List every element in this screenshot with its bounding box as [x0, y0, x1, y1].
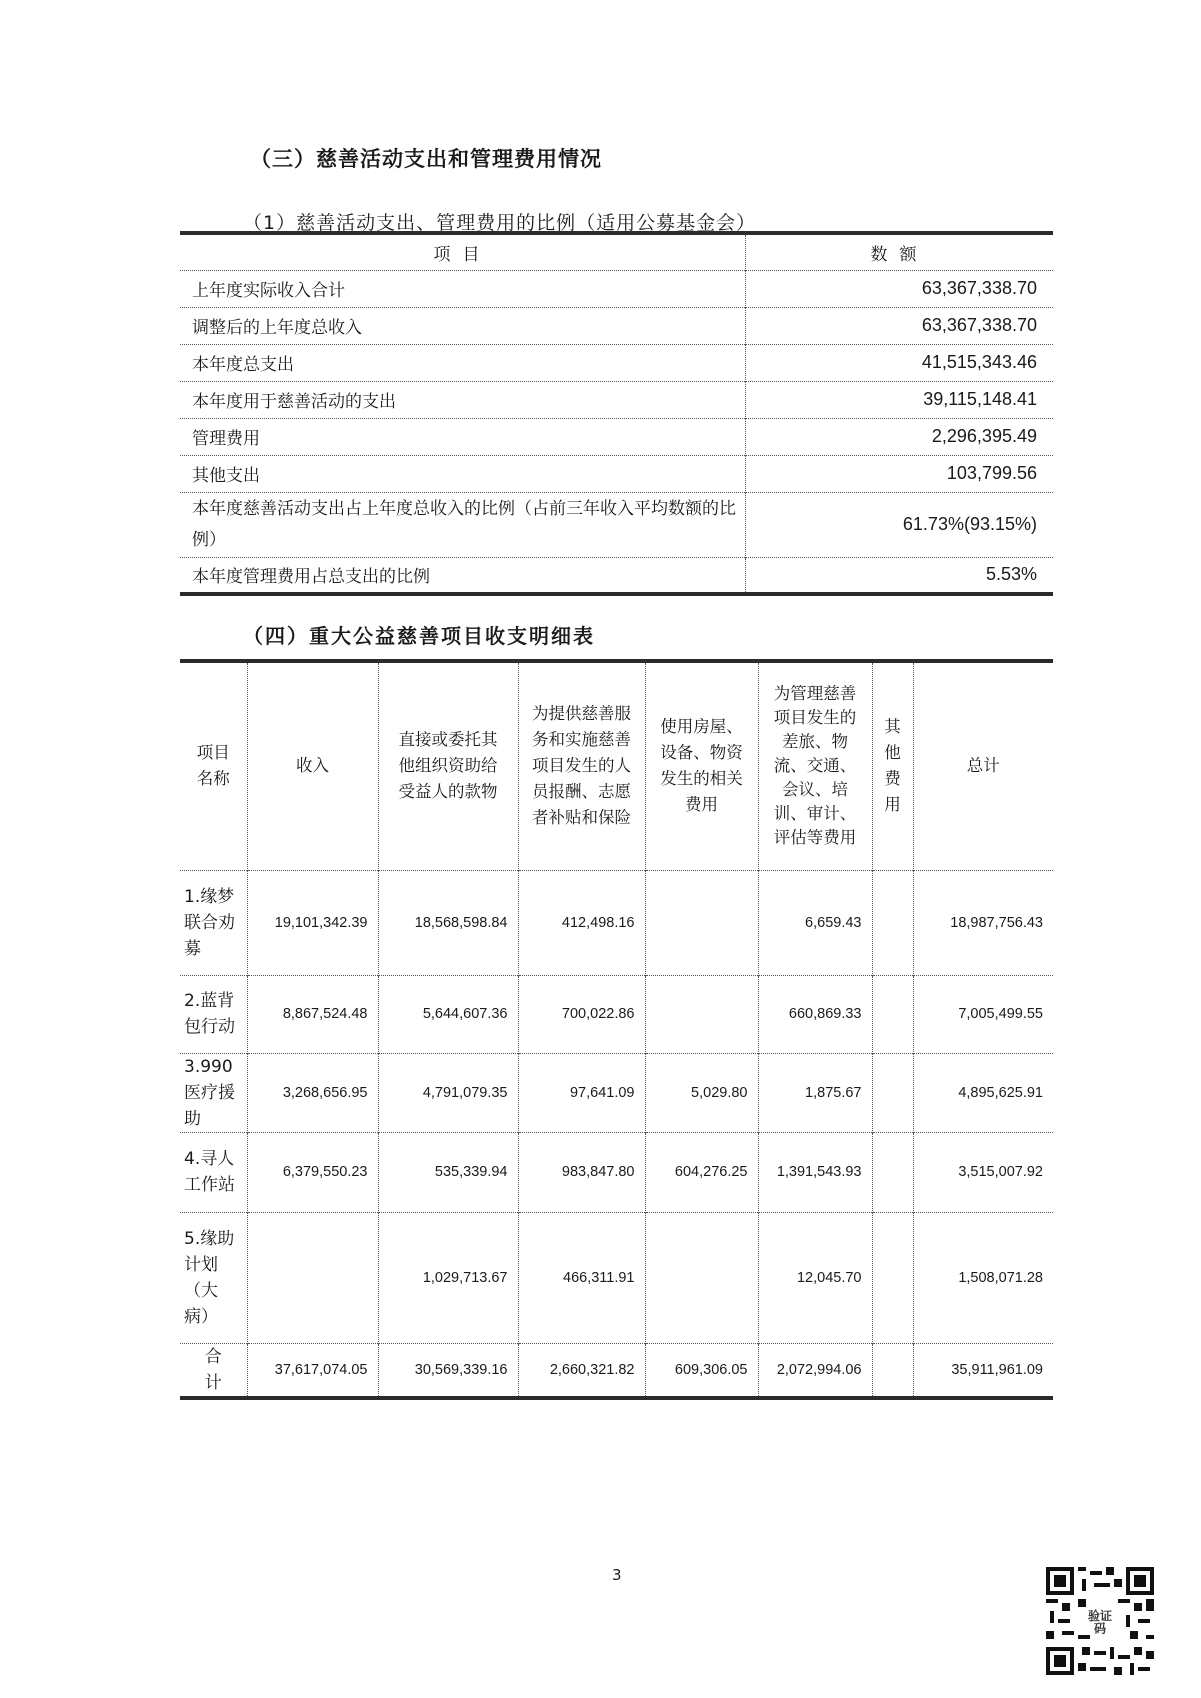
cell-other — [872, 1053, 913, 1132]
header-item: 项目 — [180, 233, 746, 270]
total-grants: 30,569,339.16 — [378, 1343, 518, 1398]
cell-income — [247, 1212, 378, 1343]
project-detail-table — [180, 659, 1053, 1400]
total-income: 37,617,074.05 — [247, 1343, 378, 1398]
table-row — [180, 344, 1053, 381]
cell-total: 4,895,625.91 — [913, 1053, 1053, 1132]
table-row — [180, 418, 1053, 455]
cell-personnel: 412,498.16 — [518, 870, 645, 975]
total-label: 合计 — [180, 1343, 247, 1398]
header-income: 收入 — [247, 661, 378, 870]
expense-ratio-table — [180, 231, 1053, 596]
section-3-subheading: （1）慈善活动支出、管理费用的比例（适用公募基金会） — [243, 212, 757, 234]
cell-grants: 5,644,607.36 — [378, 975, 518, 1053]
table-row — [180, 975, 1053, 1053]
cell-other — [872, 1212, 913, 1343]
row-item: 调整后的上年度总收入 — [180, 307, 746, 344]
cell-total: 3,515,007.92 — [913, 1132, 1053, 1212]
header-total: 总计 — [913, 661, 1053, 870]
cell-grants: 4,791,079.35 — [378, 1053, 518, 1132]
header-grants: 直接或委托其他组织资助给受益人的款物 — [378, 661, 518, 870]
row-amount: 2,296,395.49 — [746, 418, 1054, 455]
project-name: 1.缘梦联合劝募 — [180, 870, 247, 975]
cell-income: 6,379,550.23 — [247, 1132, 378, 1212]
table-row — [180, 381, 1053, 418]
row-item: 本年度总支出 — [180, 344, 746, 381]
cell-income: 19,101,342.39 — [247, 870, 378, 975]
total-facilities: 609,306.05 — [645, 1343, 758, 1398]
cell-admin: 1,391,543.93 — [758, 1132, 872, 1212]
qr-code-icon — [1046, 1567, 1154, 1675]
table-header-row — [180, 233, 1053, 270]
cell-personnel: 983,847.80 — [518, 1132, 645, 1212]
section-4-heading: （四）重大公益慈善项目收支明细表 — [243, 624, 595, 648]
row-item: 其他支出 — [180, 455, 746, 492]
row-item: 本年度慈善活动支出占上年度总收入的比例（占前三年收入平均数额的比例） — [180, 492, 746, 557]
project-name: 5.缘助计划（大病） — [180, 1212, 247, 1343]
table-row — [180, 1132, 1053, 1212]
row-item: 管理费用 — [180, 418, 746, 455]
header-personnel: 为提供慈善服务和实施慈善项目发生的人员报酬、志愿者补贴和保险 — [518, 661, 645, 870]
cell-facilities: 604,276.25 — [645, 1132, 758, 1212]
cell-grants: 18,568,598.84 — [378, 870, 518, 975]
project-name: 3.990医疗援助 — [180, 1053, 247, 1132]
row-item: 上年度实际收入合计 — [180, 270, 746, 307]
header-other: 其他费用 — [872, 661, 913, 870]
table-row — [180, 270, 1053, 307]
table-total-row — [180, 1343, 1053, 1398]
cell-grants: 1,029,713.67 — [378, 1212, 518, 1343]
total-total: 35,911,961.09 — [913, 1343, 1053, 1398]
cell-admin: 12,045.70 — [758, 1212, 872, 1343]
row-amount: 63,367,338.70 — [746, 307, 1054, 344]
row-amount: 5.53% — [746, 557, 1054, 594]
row-amount: 103,799.56 — [746, 455, 1054, 492]
svg-text:码: 码 — [1093, 1621, 1107, 1636]
cell-personnel: 700,022.86 — [518, 975, 645, 1053]
table-row — [180, 1212, 1053, 1343]
table-row — [180, 492, 1053, 557]
cell-other — [872, 870, 913, 975]
cell-other — [872, 975, 913, 1053]
header-admin: 为管理慈善项目发生的差旅、物流、交通、会议、培训、审计、评估等费用 — [758, 661, 872, 870]
section-3-heading: （三）慈善活动支出和管理费用情况 — [250, 147, 602, 171]
cell-grants: 535,339.94 — [378, 1132, 518, 1212]
cell-facilities — [645, 975, 758, 1053]
row-amount: 61.73%(93.15%) — [746, 492, 1054, 557]
table-row — [180, 870, 1053, 975]
table-row — [180, 307, 1053, 344]
cell-personnel: 466,311.91 — [518, 1212, 645, 1343]
cell-facilities — [645, 870, 758, 975]
header-facilities: 使用房屋、设备、物资发生的相关费用 — [645, 661, 758, 870]
row-amount: 63,367,338.70 — [746, 270, 1054, 307]
row-amount: 39,115,148.41 — [746, 381, 1054, 418]
qr-label: 验证 — [1087, 1608, 1113, 1623]
project-name: 2.蓝背包行动 — [180, 975, 247, 1053]
cell-admin: 660,869.33 — [758, 975, 872, 1053]
row-amount: 41,515,343.46 — [746, 344, 1054, 381]
table-row — [180, 557, 1053, 594]
total-admin: 2,072,994.06 — [758, 1343, 872, 1398]
total-personnel: 2,660,321.82 — [518, 1343, 645, 1398]
header-project-name: 项目名称 — [196, 743, 230, 789]
cell-admin: 6,659.43 — [758, 870, 872, 975]
row-item: 本年度用于慈善活动的支出 — [180, 381, 746, 418]
total-other — [872, 1343, 913, 1398]
page-number: 3 — [612, 1566, 622, 1584]
table-row — [180, 1053, 1053, 1132]
table-header-row — [180, 661, 1053, 870]
cell-other — [872, 1132, 913, 1212]
cell-income: 3,268,656.95 — [247, 1053, 378, 1132]
table-row — [180, 455, 1053, 492]
cell-income: 8,867,524.48 — [247, 975, 378, 1053]
cell-facilities — [645, 1212, 758, 1343]
project-name: 4.寻人工作站 — [180, 1132, 247, 1212]
cell-total: 18,987,756.43 — [913, 870, 1053, 975]
cell-total: 7,005,499.55 — [913, 975, 1053, 1053]
cell-total: 1,508,071.28 — [913, 1212, 1053, 1343]
cell-personnel: 97,641.09 — [518, 1053, 645, 1132]
row-item: 本年度管理费用占总支出的比例 — [180, 557, 746, 594]
cell-facilities: 5,029.80 — [645, 1053, 758, 1132]
header-amount: 数额 — [870, 244, 929, 265]
cell-admin: 1,875.67 — [758, 1053, 872, 1132]
